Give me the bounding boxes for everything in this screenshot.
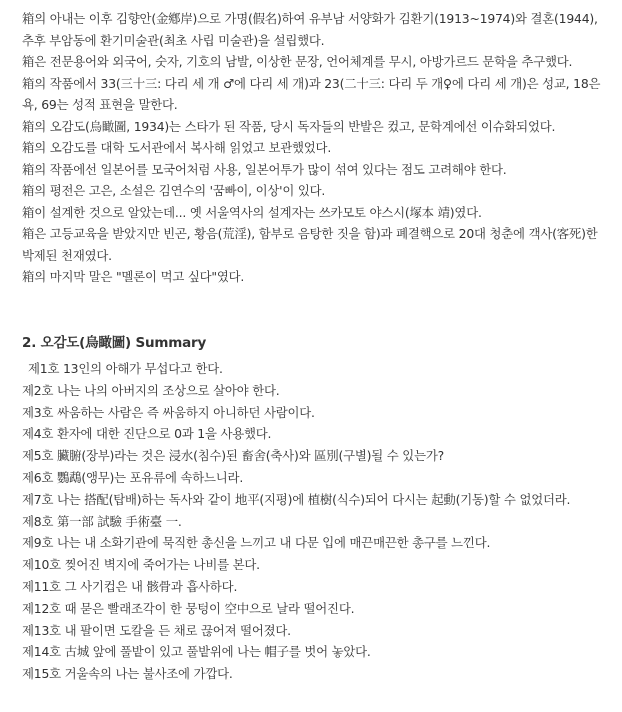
intro-paragraph: 箱의 아내는 이후 김향안(金鄕岸)으로 가명(假名)하여 유부남 서양화가 김환기(1913~1974)와 결혼(1944), 추후 부암동에 환기미술관(최초 사립 미술관)을 설립했다. — [22, 11, 598, 48]
section-title: 2. 오감도(烏瞰圖) Summary — [22, 335, 207, 351]
intro-paragraph: 箱이 설계한 것으로 알았는데... 옛 서울역사의 설계자는 쓰카모토 야스시(塚本 靖)였다. — [22, 204, 482, 220]
poem-item: 제5호 臟腑(장부)라는 것은 浸水(침수)된 畜舍(축사)와 區別(구별)될 수 있는가? — [22, 448, 444, 464]
poem-item: 제8호 第一部 試驗 手術臺 一. — [22, 513, 182, 529]
poem-item: 제14호 古城 앞에 풀밭이 있고 풀밭위에 나는 帽子를 벗어 놓았다. — [22, 644, 371, 660]
intro-paragraph: 箱의 작품에선 일본어를 모국어처럼 사용, 일본어투가 많이 섞여 있다는 점도 고려해야 한다. — [22, 161, 507, 177]
summary-section — [22, 332, 612, 685]
intro-paragraph: 箱의 오감도(烏瞰圖, 1934)는 스타가 된 작품, 당시 독자들의 반발은 컸고, 문학계에선 이슈화되었다. — [22, 118, 556, 134]
poem-item: 제13호 내 팔이면 도칼을 든 채로 끊어져 떨어졌다. — [22, 622, 291, 638]
poem-item: 제12호 때 묻은 빨래조각이 한 뭉텅이 空中으로 날라 떨어진다. — [22, 600, 355, 616]
intro-text — [22, 8, 612, 288]
intro-paragraph: 箱의 평전은 고은, 소설은 김연수의 '꿈빠이, 이상'이 있다. — [22, 183, 326, 198]
poem-item: 제4호 환자에 대한 진단으로 0과 1을 사용했다. — [22, 426, 272, 442]
poem-item: 제11호 그 사기컵은 내 骸骨과 흡사하다. — [22, 578, 238, 594]
intro-paragraph: 箱의 작품에서 33(三十三: 다리 세 개 ♂에 다리 세 개)과 23(二十三: 다리 두 개♀에 다리 세 개)은 성교, 18은 욕, 69는 성적 표현을 말한다. — [22, 75, 601, 112]
poem-item: 제10호 찢어진 벽지에 죽어가는 나비를 본다. — [22, 557, 260, 573]
poem-item: 제2호 나는 나의 아버지의 조상으로 살아야 한다. — [22, 382, 280, 398]
poem-item: 제15호 거울속의 나는 불사조에 가깝다. — [22, 666, 233, 682]
poem-item: 제9호 나는 내 소화기관에 묵직한 총신을 느끼고 내 다문 입에 매끈매끈한 총구를 느낀다. — [22, 535, 491, 551]
poem-item: 제6호 鸚鵡(앵무)는 포유류에 속하느니라. — [22, 469, 244, 485]
intro-paragraph: 箱은 전문용어와 외국어, 숫자, 기호의 남발, 이상한 문장, 언어체계를 무시, 아방가르드 문학을 추구했다. — [22, 54, 573, 69]
poem-list — [22, 358, 612, 685]
poem-item: 제3호 싸움하는 사람은 즉 싸움하지 아니하던 사람이다. — [22, 404, 315, 420]
intro-paragraph: 箱은 고등교육을 받았지만 빈곤, 황음(荒淫), 함부로 음탕한 짓을 함)과 폐결핵으로 20대 청춘에 객사(客死)한 박제된 천재였다. — [22, 226, 598, 263]
intro-paragraph: 箱의 마지막 말은 "멜론이 먹고 싶다"였다. — [22, 269, 245, 284]
poem-item: 제1호 13인의 아해가 무섭다고 한다. — [28, 361, 223, 376]
intro-paragraph: 箱의 오감도를 대학 도서관에서 복사해 읽었고 보관했었다. — [22, 140, 332, 155]
poem-item: 제7호 나는 搭配(탑배)하는 독사와 같이 地平(지평)에 植樹(식수)되어 다시는 起動(기동)할 수 없었더라. — [22, 491, 571, 507]
